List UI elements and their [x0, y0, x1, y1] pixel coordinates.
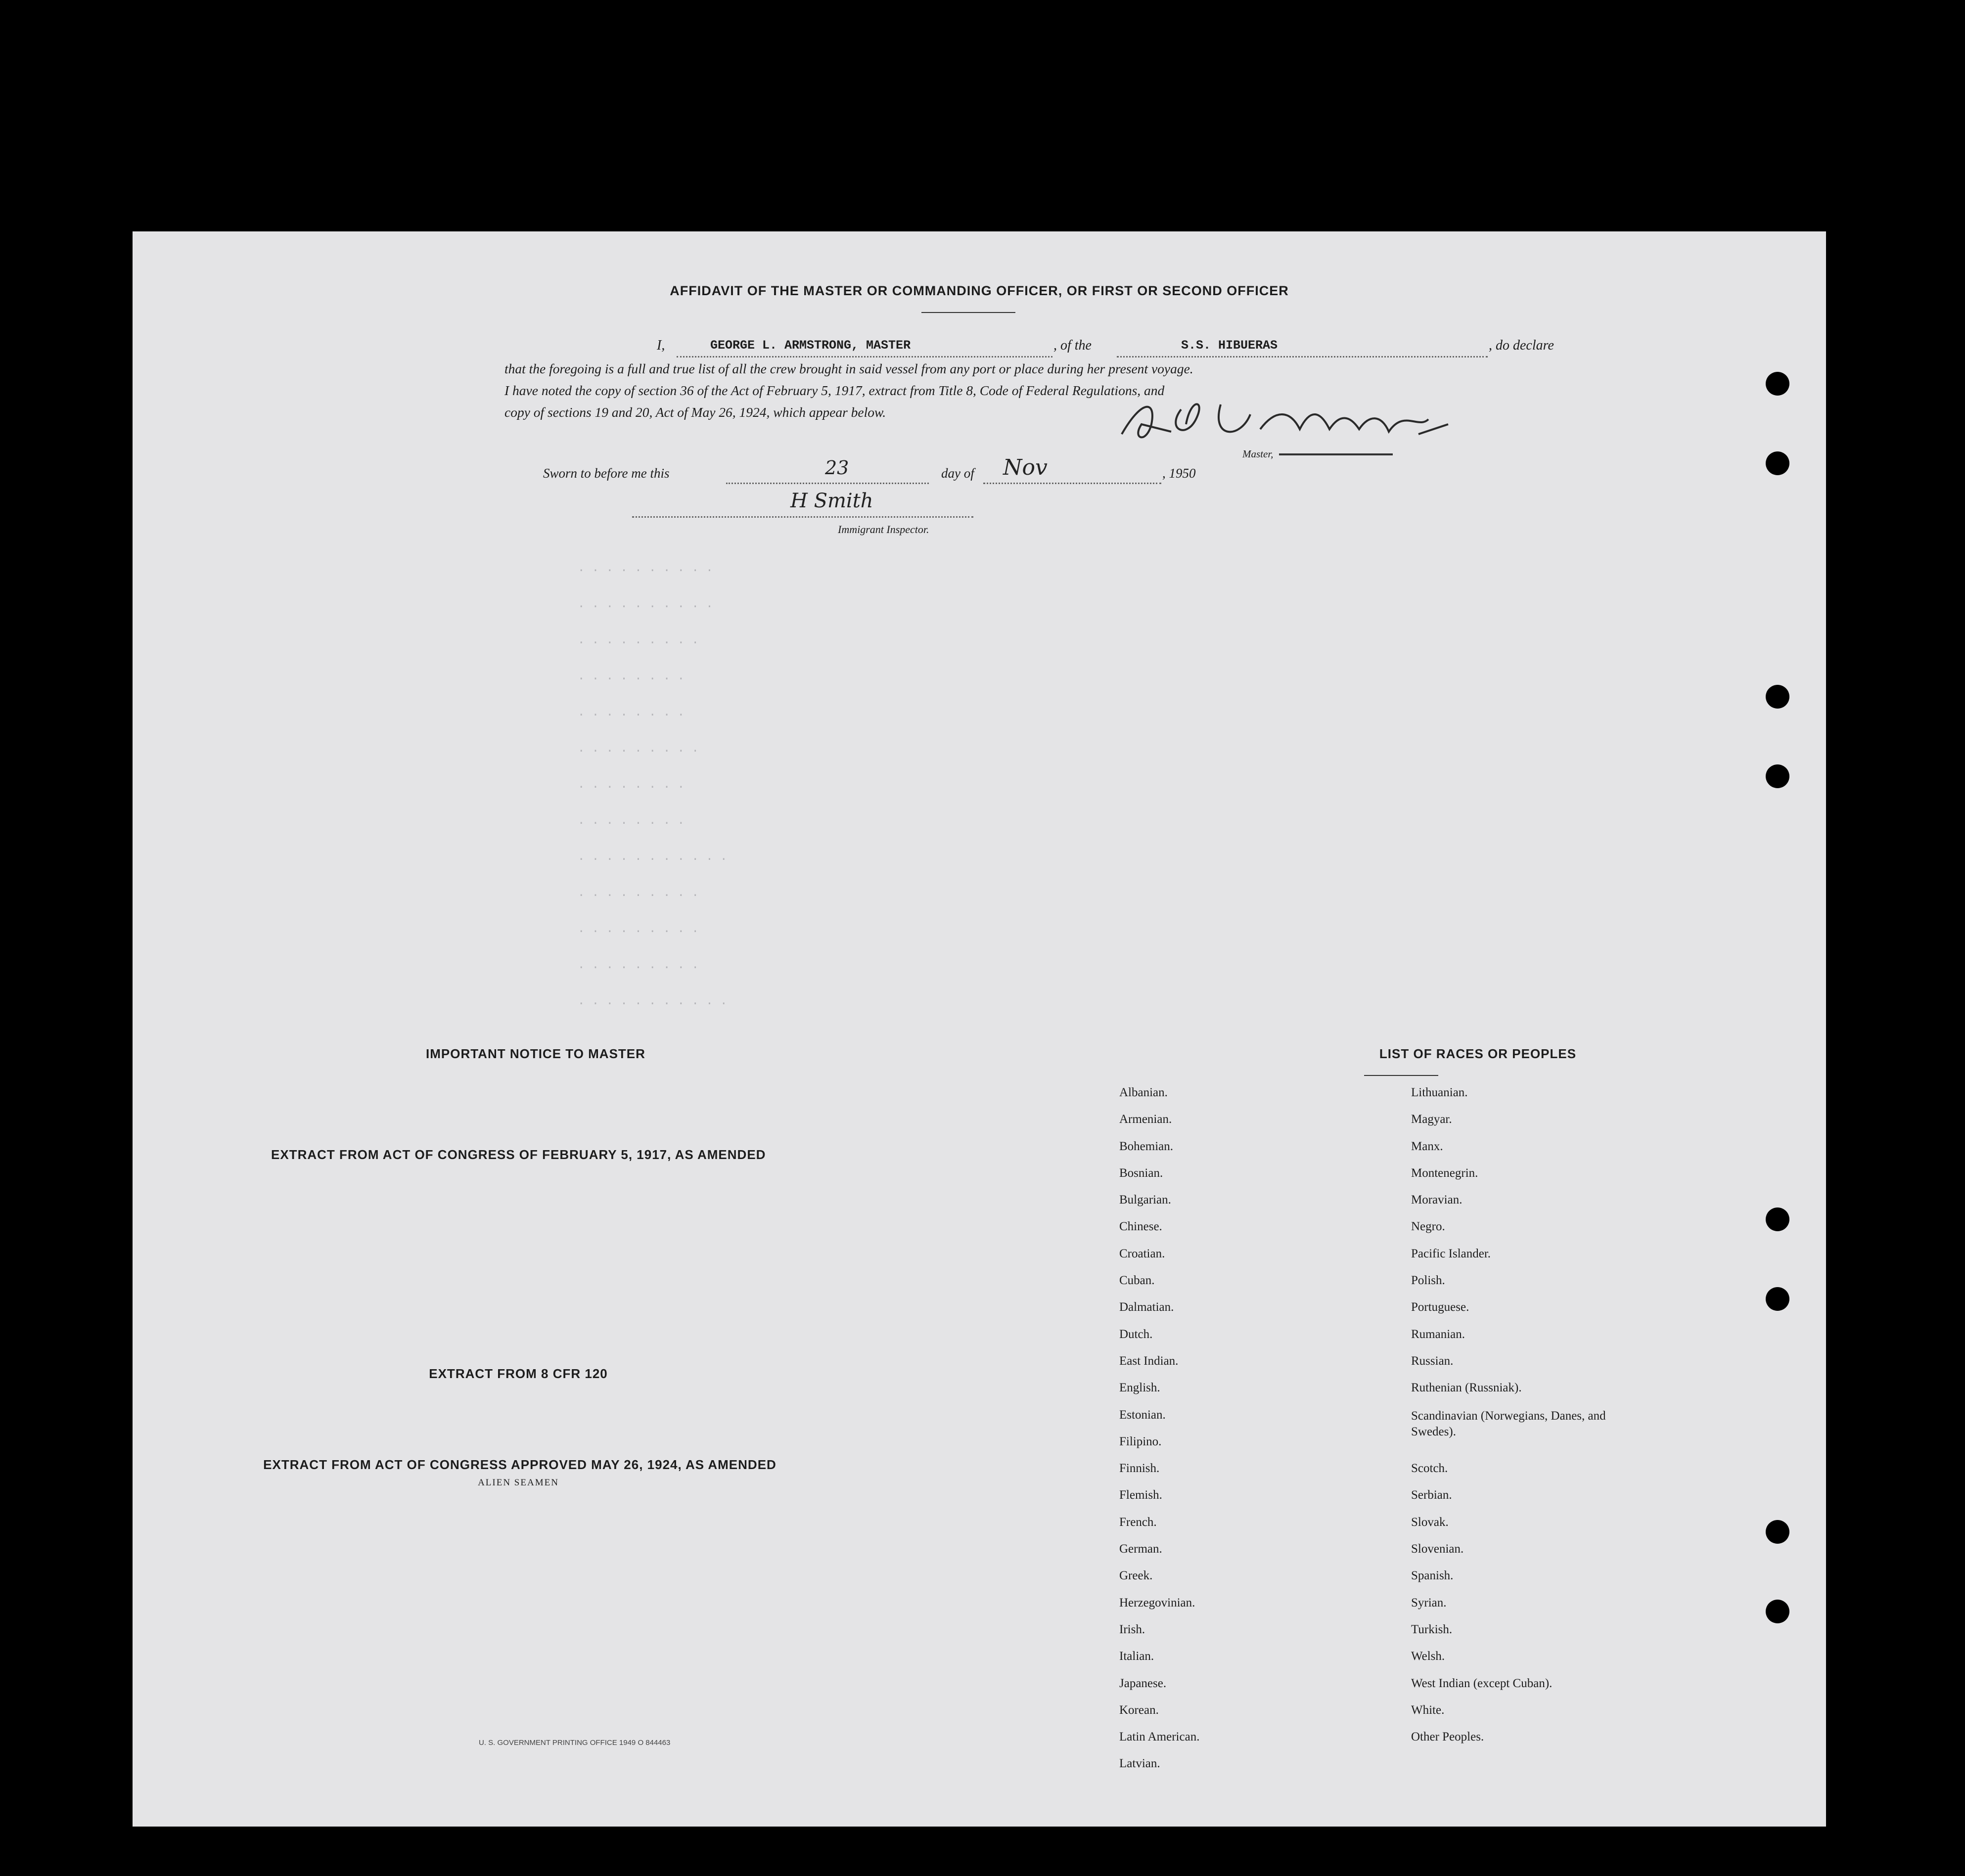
race-item: Armenian.: [1119, 1113, 1172, 1126]
race-item: Slovak.: [1411, 1515, 1449, 1529]
punch-hole: [1766, 1520, 1789, 1544]
race-item: Slovenian.: [1411, 1542, 1464, 1556]
race-item: Croatian.: [1119, 1247, 1165, 1260]
extract-1924-title: EXTRACT FROM ACT OF CONGRESS APPROVED MAY 26, 1924, AS AMENDED: [263, 1457, 777, 1472]
sworn-year: , 1950: [1162, 466, 1196, 481]
race-item: Scandinavian (Norwegians, Danes, and Swedes).: [1411, 1409, 1606, 1439]
form-sheet: AFFIDAVIT OF THE MASTER OR COMMANDING OFFICER, OR FIRST OR SECOND OFFICER I, GEORGE L. ARMSTRONG, MASTER , of the S.S. HIBUERAS , do declare that the foregoing is a full and true list of all the crew brought in said vessel from any port or place during her present voyage. I have noted the copy of section 36 of the Act of February 5, 1917, extract from Title 8, Code of Federal Regulations, and copy of sections 19 and 20, Act of May 26, 1924, which appear below. Master, Sworn to before me this 23 day of Nov , 1950 H Smith Immigrant Inspector. · · · · · · · · · · · · · · · · · · · · · · · · · · · · · · · · · · · · · · · · · · · · · · · · · · · · · · · · · · · · · · · · · · · · · · · · · · · · · · · · · · · · · · · · · · · · · · · · · · · · · · · · · · · · · · · · · · · · · · · IMPORTANT NOTICE TO MASTER EXTRACT FROM ACT OF CONGRESS OF FEBRUARY 5, 1917, AS AMENDED EXTRACT FROM 8 CFR 120 EXTRACT FROM ACT OF CONGRESS APPROVED MAY 26, 1924, AS AMENDED ALIEN SEAMEN U. S. GOVERNMENT PRINTING OFFICE 1949 O 844463 LIST OF RACES OR PEOPLES Albanian. Armenian. Bohemian. Bosnian. Bulgarian. Chinese. Croatian. Cuban. Dalmatian. Dutch. East Indian. English. Estonian. Filipino. Finnish. Flemish. French. German. Greek. Herzegovinian. Irish. Italian. Japanese. Korean. Latin American. Latvian. Lithuanian. Magyar. Manx. Montenegrin. Moravian. Negro. Pacific Islander. Polish. Portuguese. Rumanian. Russian. Ruthenian (Russniak). Scandinavian (Norwegians, Danes, and Swedes). Scotch. Serbian. Slovak. Slovenian. Spanish. Syrian. Turkish. Welsh. West Indian (except Cuban). White. Other Peoples.: [133, 231, 1826, 1827]
race-item: West Indian (except Cuban).: [1411, 1676, 1553, 1690]
race-item: Dalmatian.: [1119, 1300, 1174, 1314]
race-item: Spanish.: [1411, 1569, 1454, 1583]
race-item: Magyar.: [1411, 1113, 1452, 1126]
races-list-left: [1119, 1086, 1199, 1784]
sworn-day-line: [726, 483, 929, 484]
declarant-line: [677, 356, 1052, 357]
race-item: Russian.: [1411, 1354, 1454, 1368]
i-label: I,: [657, 338, 665, 353]
race-item: Korean.: [1119, 1703, 1159, 1717]
master-strikeout: [1279, 453, 1393, 455]
do-declare-label: , do declare: [1489, 338, 1554, 353]
inspector-signature: H Smith: [790, 490, 873, 512]
of-the-label: , of the: [1053, 338, 1092, 353]
race-item: Estonian.: [1119, 1408, 1166, 1422]
race-item: Bosnian.: [1119, 1166, 1163, 1180]
vessel-line: [1117, 356, 1488, 357]
punch-hole: [1766, 1287, 1789, 1311]
race-item: East Indian.: [1119, 1354, 1179, 1368]
race-item: French.: [1119, 1515, 1157, 1529]
race-item: Bohemian.: [1119, 1139, 1174, 1153]
sworn-day: 23: [825, 457, 849, 479]
notice-title: IMPORTANT NOTICE TO MASTER: [426, 1046, 645, 1061]
race-item: Welsh.: [1411, 1650, 1445, 1663]
sworn-month-line: [983, 483, 1161, 484]
vessel-name: S.S. HIBUERAS: [1181, 338, 1278, 353]
race-item: Negro.: [1411, 1220, 1445, 1234]
affidavit-line-2: that the foregoing is a full and true list of all the crew brought in said vessel from any port or place during her present voyage.: [504, 361, 1193, 376]
race-item: Turkish.: [1411, 1622, 1453, 1636]
inspector-label: Immigrant Inspector.: [838, 523, 929, 536]
race-item: Montenegrin.: [1411, 1166, 1478, 1180]
race-item: Finnish.: [1119, 1462, 1160, 1475]
master-label: Master,: [1242, 448, 1274, 460]
sworn-month: Nov: [1003, 455, 1048, 480]
day-of-label: day of: [941, 466, 974, 481]
race-item: Manx.: [1411, 1139, 1443, 1153]
race-item: Dutch.: [1119, 1327, 1153, 1341]
extract-cfr-title: EXTRACT FROM 8 CFR 120: [429, 1366, 608, 1381]
race-item: White.: [1411, 1703, 1445, 1717]
race-item: Filipino.: [1119, 1434, 1162, 1448]
punch-hole: [1766, 451, 1789, 475]
race-item: Cuban.: [1119, 1274, 1155, 1288]
affidavit-title: AFFIDAVIT OF THE MASTER OR COMMANDING OFFICER, OR FIRST OR SECOND OFFICER: [670, 283, 1289, 298]
punch-hole: [1766, 764, 1789, 788]
race-item: Lithuanian.: [1411, 1086, 1468, 1099]
race-item: Syrian.: [1411, 1596, 1447, 1609]
race-item: Chinese.: [1119, 1220, 1162, 1234]
title-rule: [921, 312, 1015, 313]
alien-seamen-subtitle: ALIEN SEAMEN: [478, 1477, 559, 1488]
punch-hole: [1766, 1600, 1789, 1623]
race-item: Flemish.: [1119, 1488, 1162, 1502]
race-item: English.: [1119, 1381, 1160, 1395]
race-item: Portuguese.: [1411, 1300, 1469, 1314]
sworn-label: Sworn to before me this: [543, 466, 670, 481]
race-item: Serbian.: [1411, 1488, 1452, 1502]
printer-imprint: U. S. GOVERNMENT PRINTING OFFICE 1949 O 844463: [479, 1739, 671, 1747]
race-item: Ruthenian (Russniak).: [1411, 1381, 1522, 1395]
race-item: Italian.: [1119, 1650, 1154, 1663]
race-item: Bulgarian.: [1119, 1193, 1171, 1207]
race-item: Greek.: [1119, 1569, 1153, 1583]
race-item: Irish.: [1119, 1622, 1145, 1636]
race-item: Scotch.: [1411, 1462, 1448, 1475]
affidavit-line-4: copy of sections 19 and 20, Act of May 26, 1924, which appear below.: [504, 404, 886, 420]
races-list-right: [1411, 1086, 1609, 1757]
race-item: Albanian.: [1119, 1086, 1168, 1099]
race-item: Latin American.: [1119, 1730, 1200, 1744]
race-item: German.: [1119, 1542, 1162, 1556]
affidavit-line-3: I have noted the copy of section 36 of the Act of February 5, 1917, extract from Title 8, Code of Federal Regulations, and: [504, 383, 1165, 398]
punch-hole: [1766, 685, 1789, 709]
punch-hole: [1766, 1207, 1789, 1231]
race-item: Other Peoples.: [1411, 1730, 1484, 1744]
race-item: Latvian.: [1119, 1757, 1160, 1771]
inspector-line: [632, 516, 973, 518]
races-title-rule: [1364, 1075, 1438, 1076]
race-item: Rumanian.: [1411, 1327, 1465, 1341]
declarant-name: GEORGE L. ARMSTRONG, MASTER: [710, 338, 911, 353]
race-item: Polish.: [1411, 1274, 1445, 1288]
extract-1917-title: EXTRACT FROM ACT OF CONGRESS OF FEBRUARY 5, 1917, AS AMENDED: [271, 1147, 766, 1162]
punch-hole: [1766, 372, 1789, 396]
race-item: Herzegovinian.: [1119, 1596, 1195, 1609]
race-item: Japanese.: [1119, 1676, 1167, 1690]
race-item: Pacific Islander.: [1411, 1247, 1491, 1260]
races-title: LIST OF RACES OR PEOPLES: [1379, 1046, 1577, 1061]
race-item: Moravian.: [1411, 1193, 1462, 1207]
